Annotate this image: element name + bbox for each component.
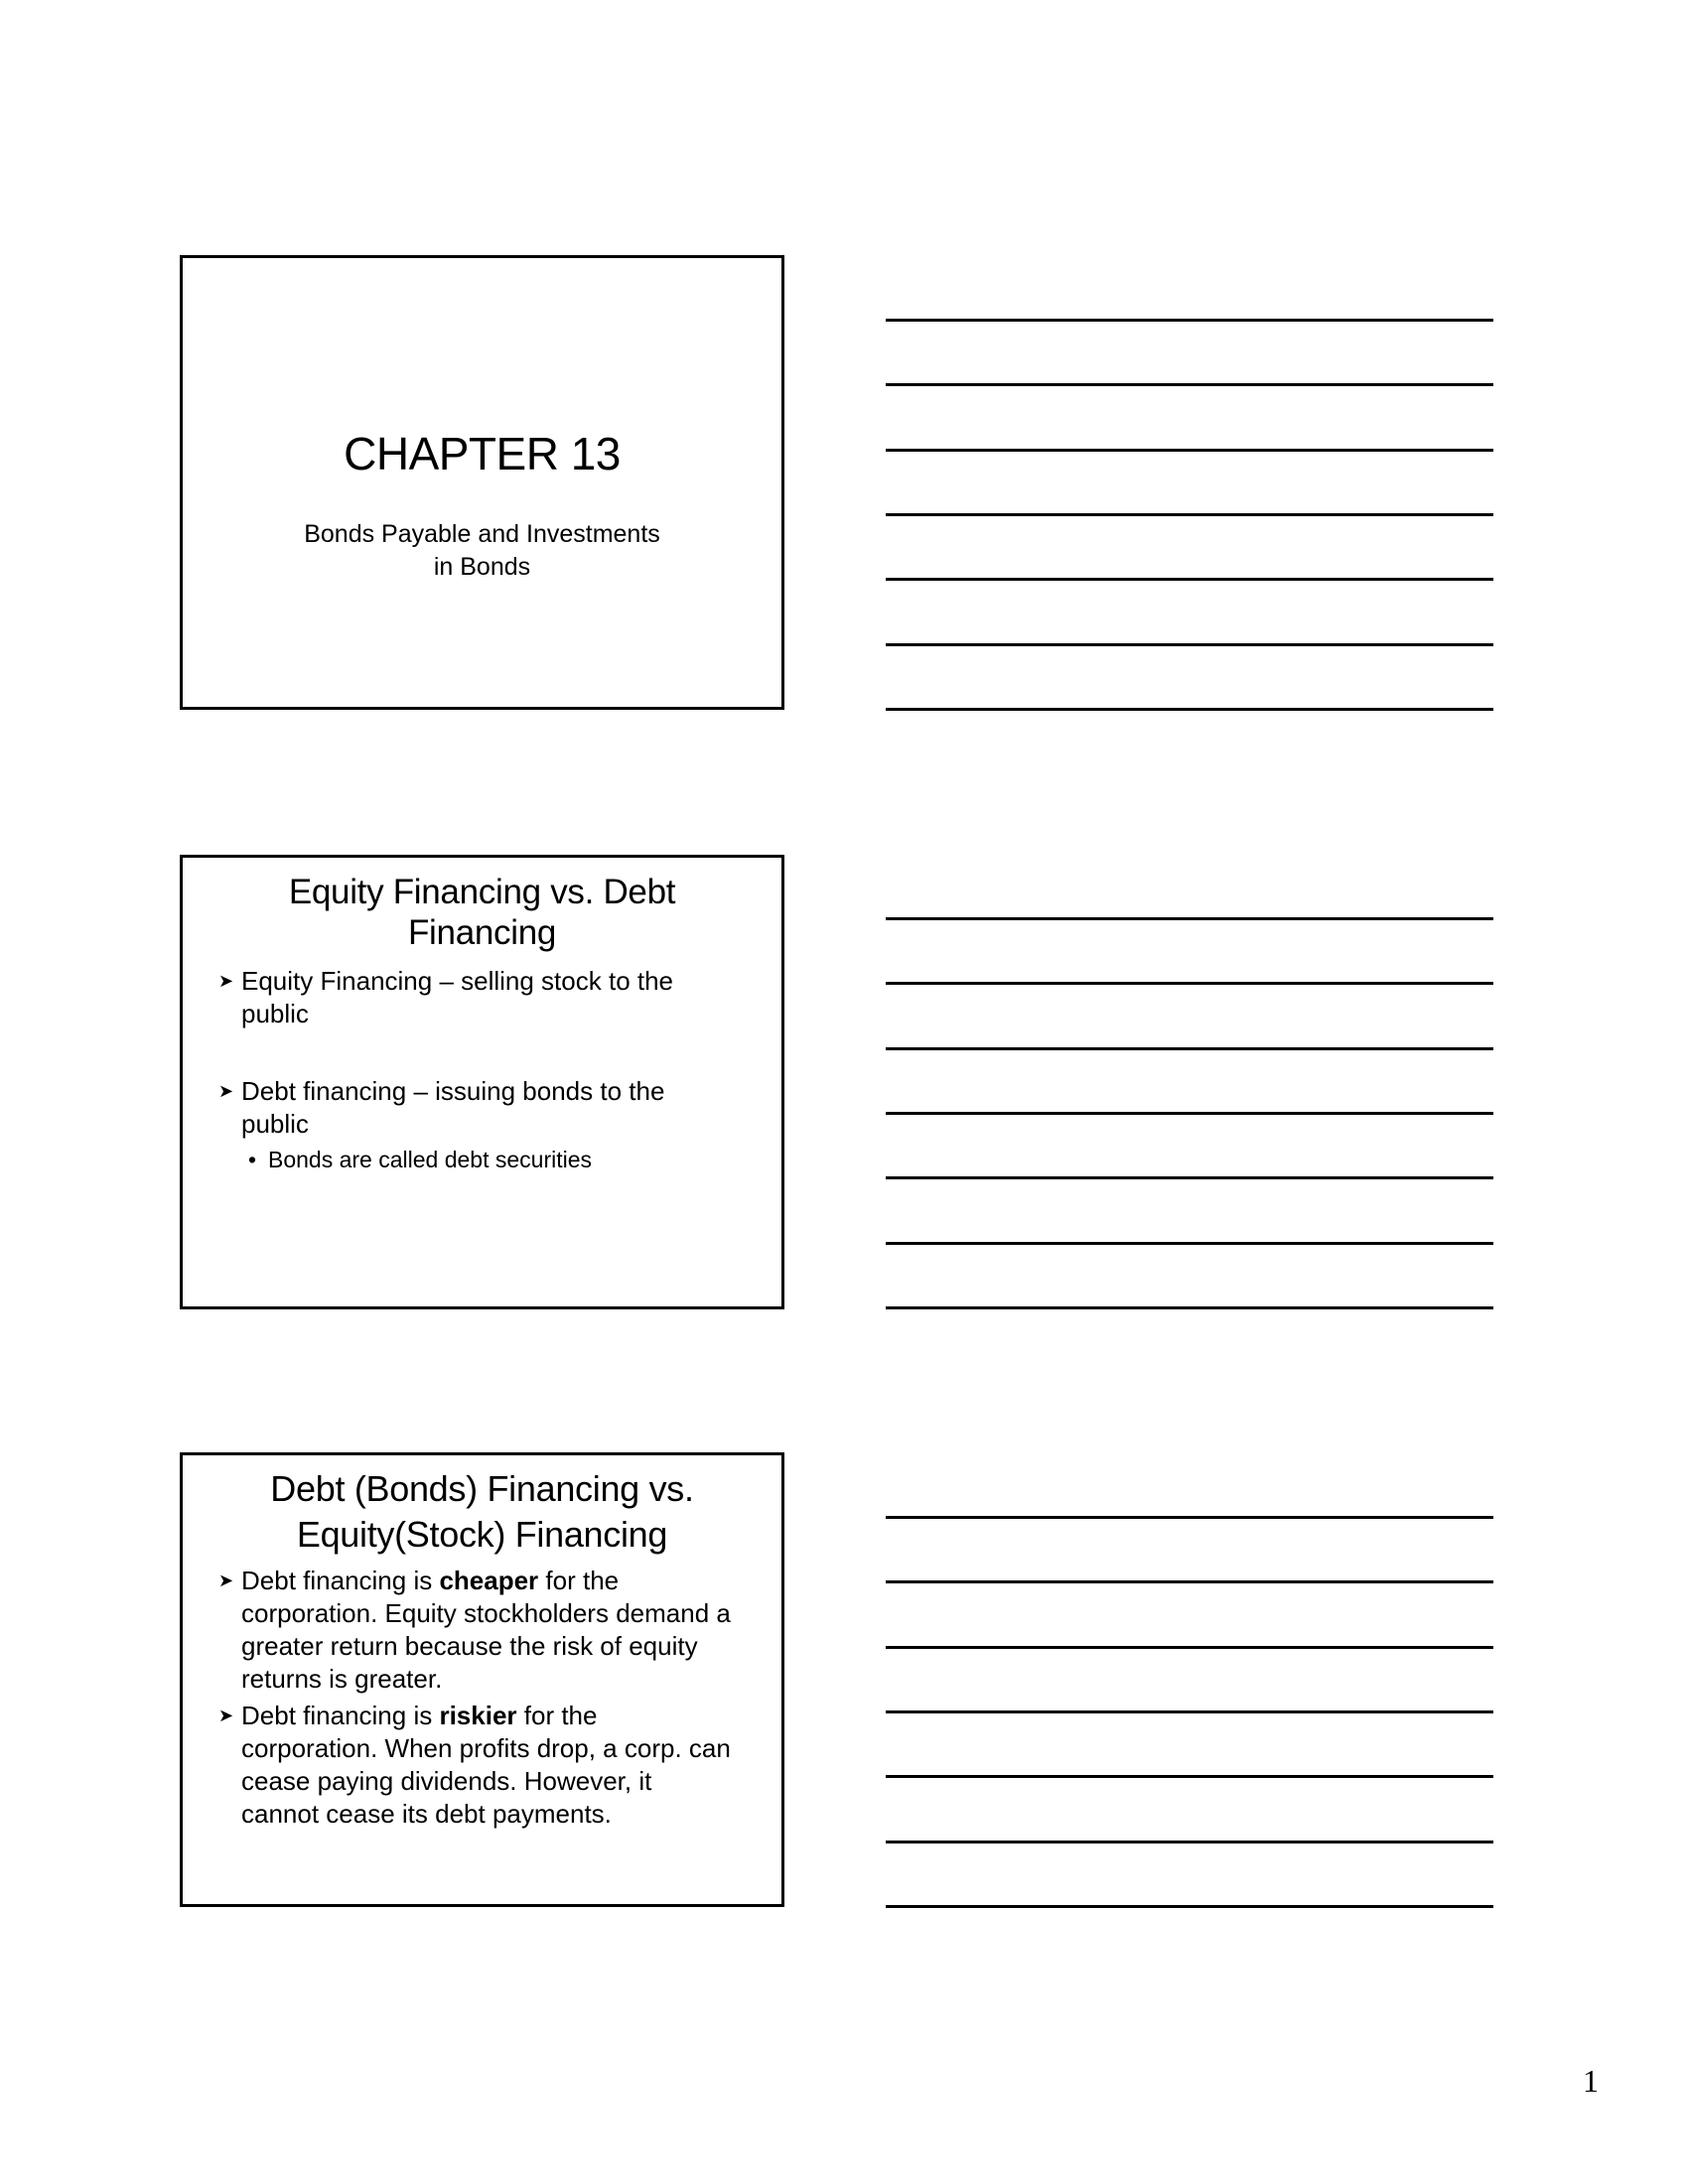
note-line <box>886 1047 1493 1050</box>
bullet-item <box>218 965 762 1030</box>
bullet-text: for the <box>516 1701 598 1730</box>
slide-subtitle-line: Bonds Payable and Investments <box>304 520 660 548</box>
note-line <box>886 1242 1493 1245</box>
sub-bullet-item <box>248 1145 592 1174</box>
note-line <box>886 708 1493 711</box>
note-line <box>886 1580 1493 1583</box>
bullet-text: for the <box>538 1566 620 1595</box>
bullet-text: corporation. When profits drop, a corp. can <box>241 1733 731 1763</box>
sub-bullet-text: Bonds are called debt securities <box>268 1147 593 1172</box>
note-line <box>886 982 1493 985</box>
bullet-text: returns is greater. <box>241 1664 443 1694</box>
slide-2 <box>180 855 784 1309</box>
bullet-text: cease paying dividends. However, it <box>241 1766 652 1796</box>
slide-title-line: Financing <box>407 913 557 952</box>
arrowhead-bullet-icon: ➤ <box>218 971 234 991</box>
note-line <box>886 578 1493 581</box>
bullet-emphasis: cheaper <box>439 1566 539 1595</box>
arrowhead-bullet-icon: ➤ <box>218 1081 234 1101</box>
slide-title: CHAPTER 13 <box>344 428 621 479</box>
bullet-text: Debt financing – issuing bonds to the <box>241 1076 665 1106</box>
slide-title-line: Equity(Stock) Financing <box>296 1514 668 1555</box>
bullet-item <box>218 1075 762 1141</box>
slide-3 <box>180 1452 784 1907</box>
note-line <box>886 1646 1493 1649</box>
page-number: 1 <box>1583 2063 1599 2099</box>
bullet-text: Debt financing is <box>241 1701 440 1730</box>
dot-bullet-icon: • <box>248 1147 257 1172</box>
bullet-text: Equity Financing – selling stock to the <box>241 966 674 996</box>
arrowhead-bullet-icon: ➤ <box>218 1570 234 1590</box>
note-line <box>886 319 1493 322</box>
slide-title-line: Debt (Bonds) Financing vs. <box>270 1468 694 1509</box>
note-line <box>886 643 1493 646</box>
note-line <box>886 1112 1493 1115</box>
bullet-item <box>218 1565 762 1696</box>
slide-1 <box>180 255 784 710</box>
bullet-text: public <box>241 999 309 1028</box>
bullet-emphasis: riskier <box>439 1701 517 1730</box>
bullet-text: public <box>241 1109 309 1139</box>
note-line <box>886 1306 1493 1309</box>
slide-title-line: Equity Financing vs. Debt <box>288 873 676 911</box>
arrowhead-bullet-icon: ➤ <box>218 1706 234 1725</box>
note-line <box>886 1176 1493 1179</box>
note-line <box>886 1775 1493 1778</box>
note-line <box>886 1710 1493 1713</box>
note-line <box>886 1516 1493 1519</box>
bullet-text: greater return because the risk of equity <box>241 1631 698 1661</box>
note-line <box>886 513 1493 516</box>
bullet-text: cannot cease its debt payments. <box>241 1799 612 1829</box>
note-line <box>886 383 1493 386</box>
note-line <box>886 917 1493 920</box>
note-line <box>886 449 1493 452</box>
bullet-text: Debt financing is <box>241 1566 440 1595</box>
note-line <box>886 1841 1493 1843</box>
slide-subtitle-line: in Bonds <box>433 553 531 581</box>
note-line <box>886 1905 1493 1908</box>
bullet-text: corporation. Equity stockholders demand a <box>241 1598 731 1628</box>
bullet-item <box>218 1700 762 1831</box>
